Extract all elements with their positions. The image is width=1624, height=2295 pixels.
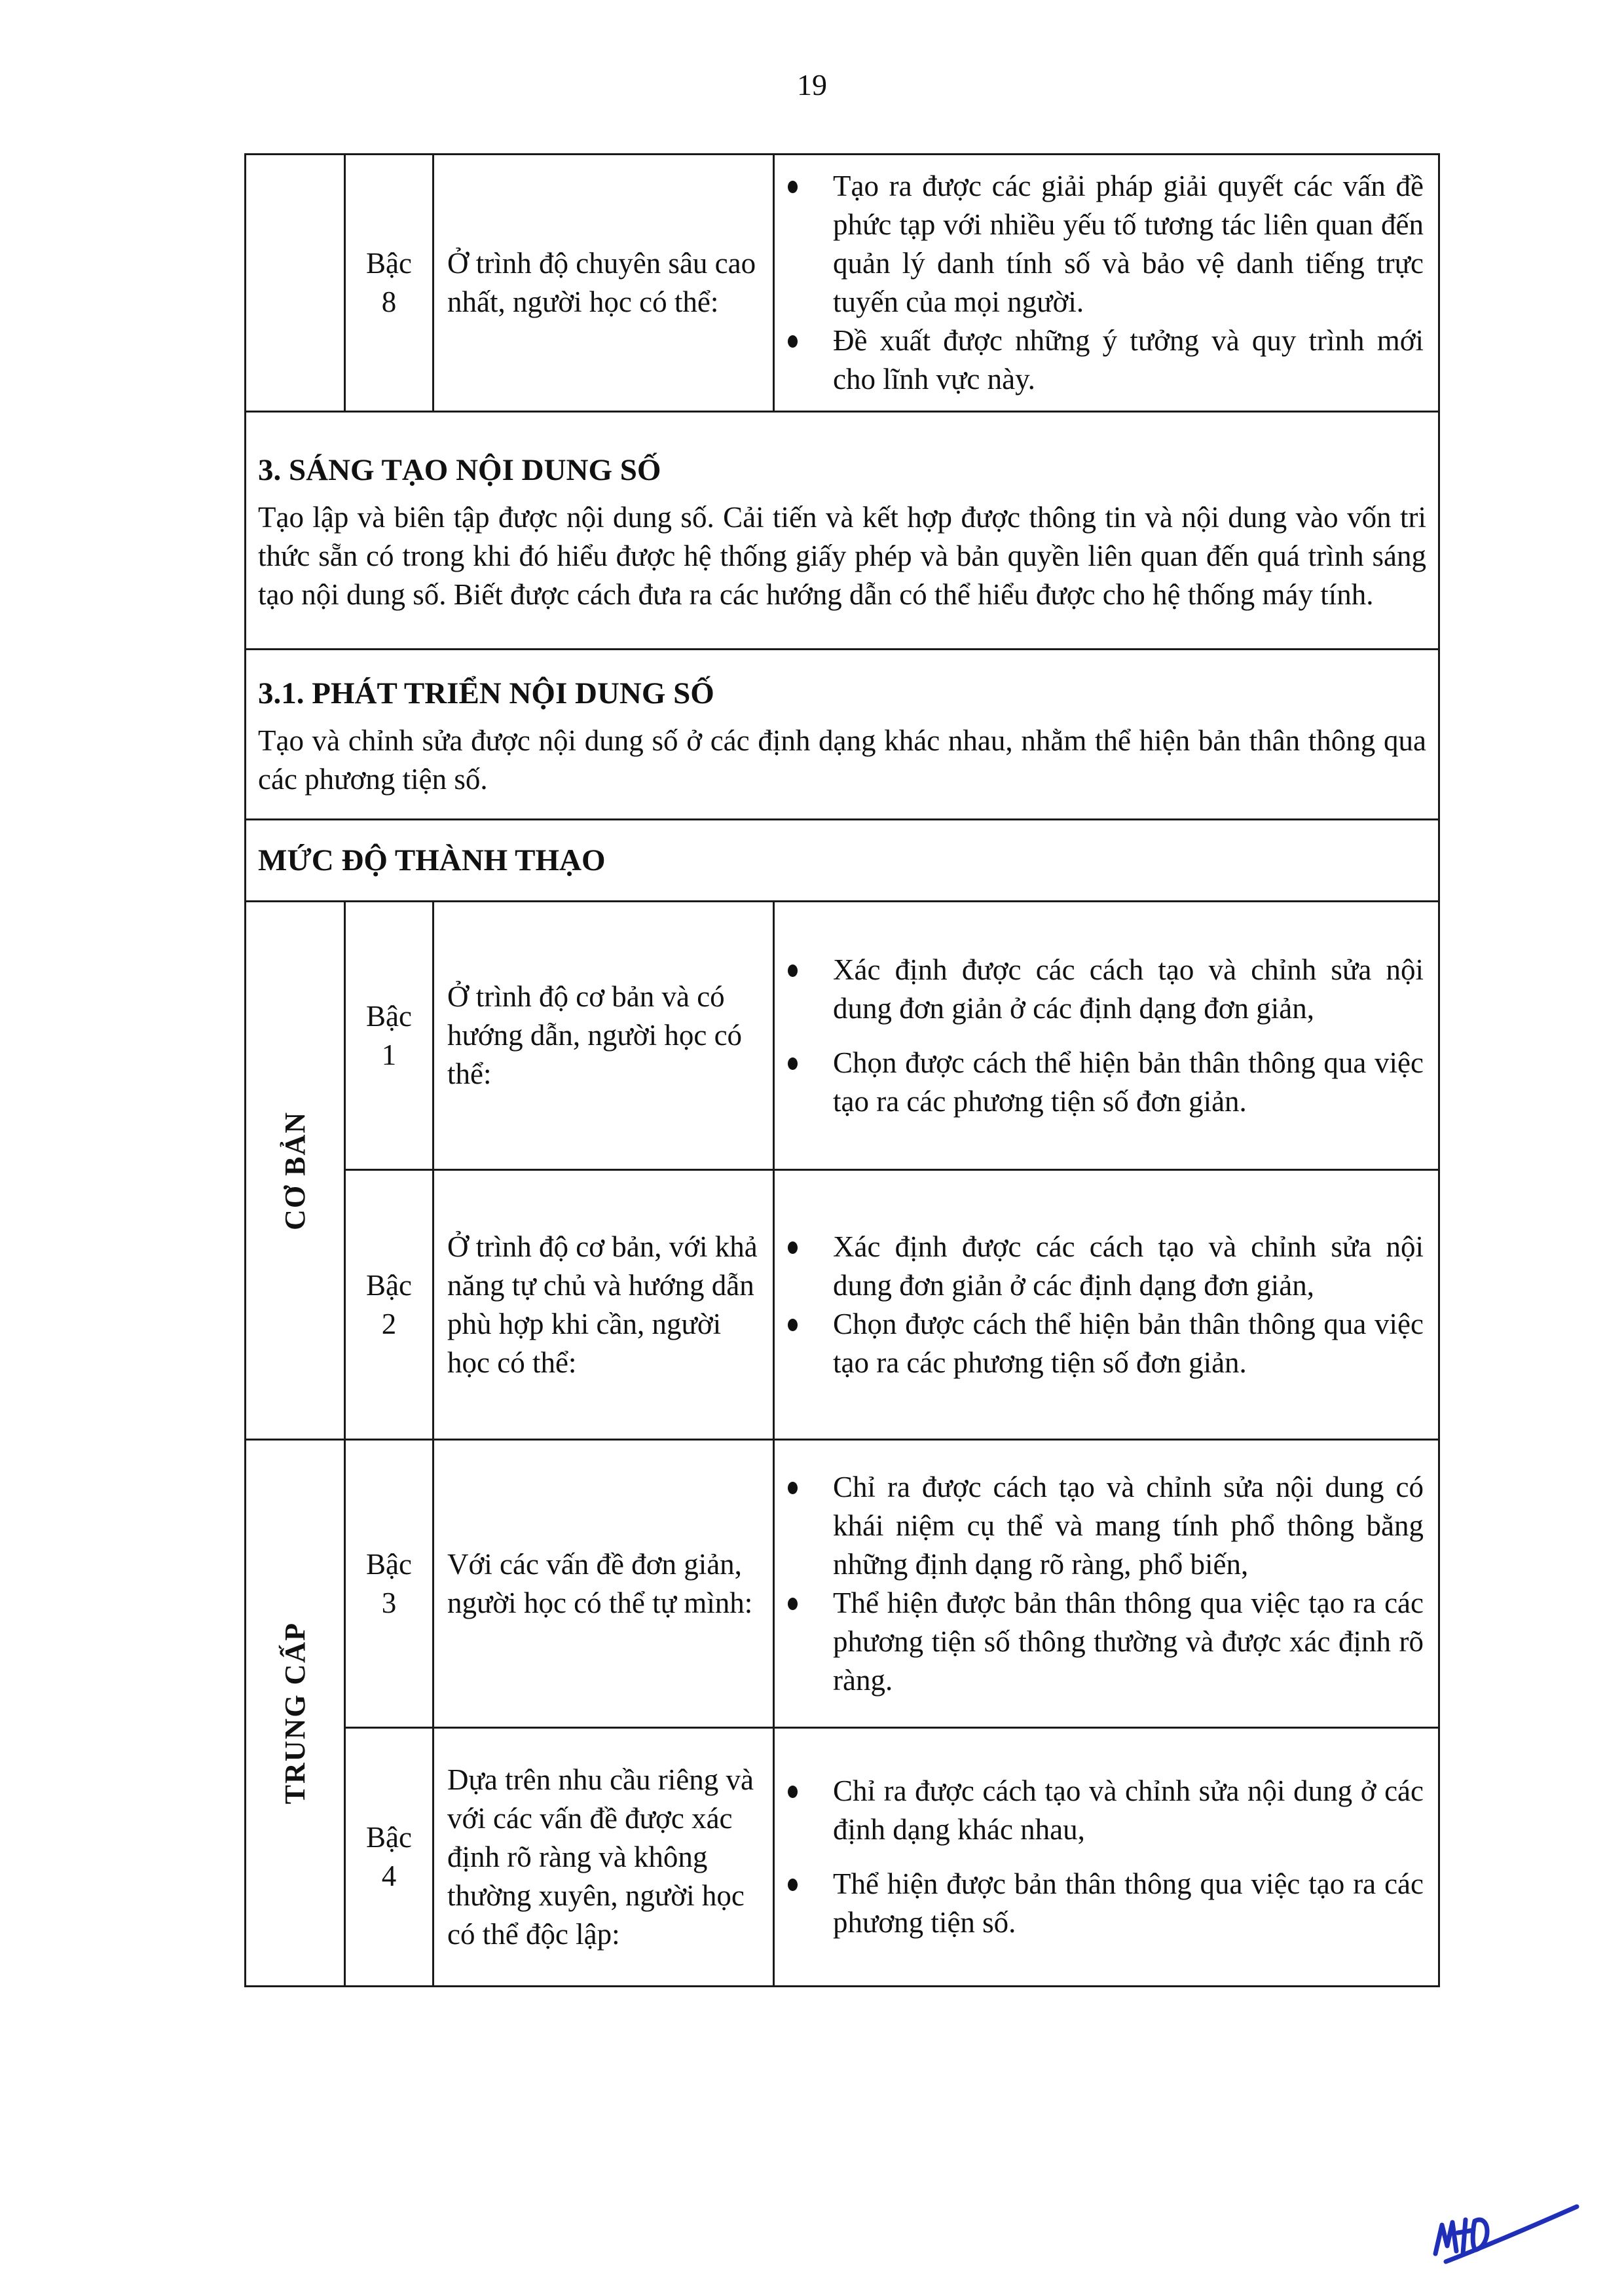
level-cell: [345, 1728, 434, 1987]
page-number: 19: [797, 68, 827, 101]
level-number: 8: [381, 285, 397, 318]
level-cell: [345, 1170, 434, 1440]
outcomes-cell: [774, 1728, 1439, 1987]
level-number: 3: [381, 1586, 397, 1619]
list-item: Đề xuất được những ý tưởng và quy trình mới cho lĩnh vực này.: [784, 321, 1424, 399]
section-title: 3. SÁNG TẠO NỘI DUNG SỐ: [258, 452, 661, 487]
subsection-cell: [246, 650, 1439, 820]
bullet-icon: [788, 1786, 798, 1798]
condition-cell: Với các vấn đề đơn giản, người học có thể tự mình:: [434, 1440, 774, 1728]
condition-cell: Ở trình độ cơ bản và có hướng dẫn, người học có thể:: [434, 902, 774, 1170]
table-row-bac-1: [246, 902, 1439, 1170]
proficiency-heading: MỨC ĐỘ THÀNH THẠO: [258, 843, 606, 877]
group-cell-basic: [246, 902, 345, 1440]
bullet-icon: [788, 1598, 798, 1610]
bullet-icon: [788, 964, 798, 977]
competency-table: [244, 153, 1440, 1987]
group-cell-intermediate: [246, 1440, 345, 1987]
level-label: Bậc: [366, 247, 412, 280]
bullet-icon: [788, 1482, 798, 1494]
table-row-bac-2: [246, 1170, 1439, 1440]
level-number: 2: [381, 1307, 397, 1340]
signature-icon: [1428, 2194, 1585, 2266]
bullet-icon: [788, 1241, 798, 1254]
bullet-icon: [788, 335, 798, 348]
bullet-icon: [788, 181, 798, 193]
table-row-bac-4: [246, 1728, 1439, 1987]
list-item: Chỉ ra được cách tạo và chỉnh sửa nội dung có khái niệm cụ thể và mang tính phổ thông bằng những định dạng rõ ràng, phổ biến,: [784, 1468, 1424, 1584]
level-cell: [345, 902, 434, 1170]
proficiency-heading-row: [246, 820, 1439, 902]
subsection-description: Tạo và chỉnh sửa được nội dung số ở các định dạng khác nhau, nhằm thể hiện bản thân thông qua các phương tiện số.: [258, 724, 1426, 796]
outcomes-cell: [774, 1170, 1439, 1440]
condition-cell: Ở trình độ cơ bản, với khả năng tự chủ và hướng dẫn phù hợp khi cần, người học có thể:: [434, 1170, 774, 1440]
bullet-icon: [788, 1319, 798, 1331]
level-cell: [345, 1440, 434, 1728]
list-item: Thể hiện được bản thân thông qua việc tạo ra các phương tiện số.: [784, 1865, 1424, 1942]
outcomes-cell: [774, 902, 1439, 1170]
section-row-3: [246, 412, 1439, 650]
list-item: Chọn được cách thể hiện bản thân thông qua việc tạo ra các phương tiện số đơn giản.: [784, 1305, 1424, 1382]
group-label-basic: CƠ BẢN: [279, 1111, 311, 1230]
group-cell-empty: [246, 155, 345, 412]
list-item: Tạo ra được các giải pháp giải quyết các vấn đề phức tạp với nhiều yếu tố tương tác liên quan đến quản lý danh tính số và bảo vệ danh tiếng trực tuyến của mọi người.: [784, 167, 1424, 321]
list-item: Thể hiện được bản thân thông qua việc tạo ra các phương tiện số thông thường và được xác định rõ ràng.: [784, 1584, 1424, 1700]
level-label: Bậc: [366, 999, 412, 1033]
condition-cell: Dựa trên nhu cầu riêng và với các vấn đề được xác định rõ ràng và không thường xuyên, người học có thể độc lập:: [434, 1728, 774, 1987]
outcomes-cell: [774, 155, 1439, 412]
level-label: Bậc: [366, 1547, 412, 1581]
bullet-icon: [788, 1057, 798, 1070]
subsection-title: 3.1. PHÁT TRIỂN NỘI DUNG SỐ: [258, 676, 714, 710]
section-row-3-1: [246, 650, 1439, 820]
condition-cell: Ở trình độ chuyên sâu cao nhất, người học có thể:: [434, 155, 774, 412]
bullet-icon: [788, 1879, 798, 1891]
list-item: Xác định được các cách tạo và chỉnh sửa nội dung đơn giản ở các định dạng đơn giản,: [784, 1228, 1424, 1305]
list-item: Chọn được cách thể hiện bản thân thông qua việc tạo ra các phương tiện số đơn giản.: [784, 1044, 1424, 1121]
table-row-bac-8: [246, 155, 1439, 412]
list-item: Xác định được các cách tạo và chỉnh sửa nội dung đơn giản ở các định dạng đơn giản,: [784, 951, 1424, 1028]
level-number: 1: [381, 1038, 397, 1071]
section-description: Tạo lập và biên tập được nội dung số. Cải tiến và kết hợp được thông tin và nội dung vào vốn tri thức sẵn có trong khi đó hiểu được hệ thống giấy phép và bản quyền liên quan đến quá trình sáng tạo nội dung số. Biết được cách đưa ra các hướng dẫn có thể hiểu được cho hệ thống máy tính.: [258, 500, 1426, 611]
level-label: Bậc: [366, 1821, 412, 1854]
outcomes-cell: [774, 1440, 1439, 1728]
table-row-bac-3: [246, 1440, 1439, 1728]
list-item: Chỉ ra được cách tạo và chỉnh sửa nội dung ở các định dạng khác nhau,: [784, 1772, 1424, 1849]
level-label: Bậc: [366, 1268, 412, 1302]
level-number: 4: [381, 1860, 397, 1892]
section-cell: [246, 412, 1439, 650]
level-cell: [345, 155, 434, 412]
group-label-intermediate: TRUNG CẤP: [279, 1621, 311, 1805]
proficiency-heading-cell: [246, 820, 1439, 902]
signature-initials: [1428, 2194, 1585, 2266]
